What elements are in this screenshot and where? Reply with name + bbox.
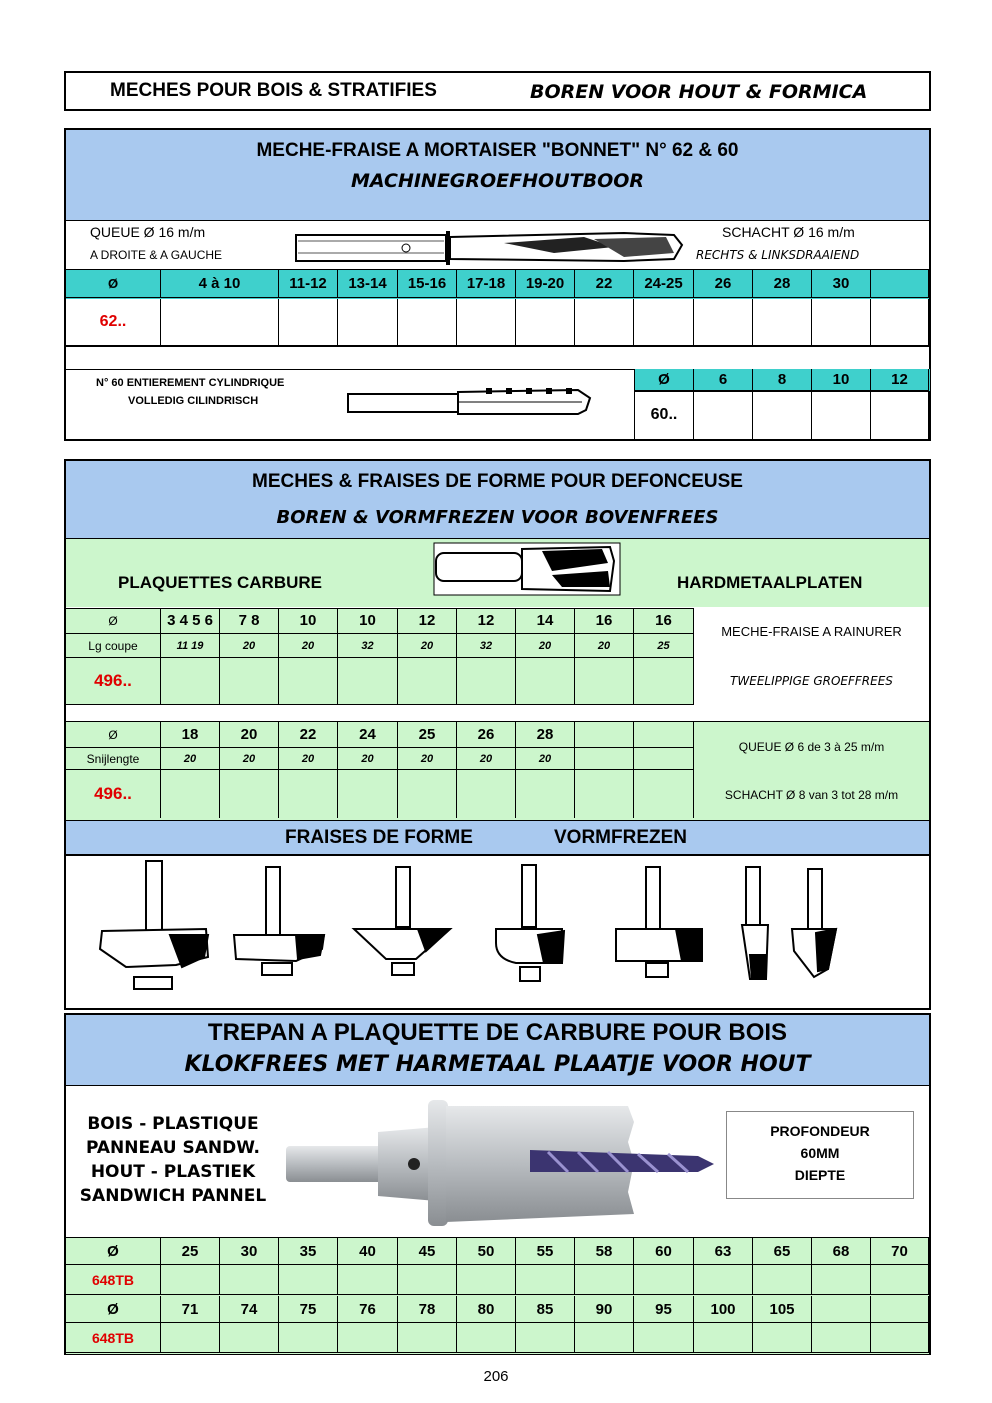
empty-cell [398, 1323, 457, 1353]
depth-line: PROFONDEUR [770, 1123, 870, 1139]
value-cell: 16 [575, 608, 634, 634]
empty-cell [575, 299, 634, 346]
empty-cell [398, 1265, 457, 1295]
value-cell: 16 [634, 608, 694, 634]
row-label: Snijlengte [66, 748, 161, 770]
forms-band [66, 819, 929, 856]
material-line: PANNEAU SANDW. [85, 1138, 261, 1158]
empty-cell [398, 299, 457, 346]
empty-cell [871, 1265, 929, 1295]
size-cell: 35 [279, 1238, 338, 1265]
empty-cell [694, 391, 753, 439]
section-holesaw [64, 1013, 931, 1355]
empty-cell [694, 1265, 753, 1295]
empty-cell [575, 1265, 634, 1295]
value-cell: 20 [279, 634, 338, 658]
empty-cell [338, 658, 398, 705]
material-line: SANDWICH PANNEL [79, 1186, 267, 1206]
value-cell: 10 [338, 608, 398, 634]
article-code: 496.. [66, 770, 161, 818]
size-cell: 15-16 [398, 270, 457, 298]
empty-cell [398, 770, 457, 818]
empty-cell [634, 299, 694, 346]
empty-cell [338, 1323, 398, 1353]
row-label: Ø [66, 722, 161, 748]
size-cell: 105 [753, 1296, 812, 1323]
size-cell: 6 [694, 369, 753, 391]
depth-box [726, 1111, 914, 1199]
value-cell [575, 722, 634, 748]
empty-cell [338, 299, 398, 346]
section3-title: TREPAN A PLAQUETTE DE CARBURE POUR BOIS [207, 1019, 788, 1046]
material-line: HOUT - PLASTIEK [90, 1162, 256, 1182]
form-cutters-image [86, 859, 916, 999]
router-bit-image [432, 541, 622, 597]
size-cell: 65 [753, 1238, 812, 1265]
section1-subtitle: MACHINEGROEFHOUTBOOR [350, 170, 644, 192]
empty-cell [634, 1323, 694, 1353]
value-cell: 20 [338, 748, 398, 770]
section1-title: MECHE-FRAISE A MORTAISER "BONNET" N° 62 & 60 [256, 140, 739, 161]
value-cell: 10 [279, 608, 338, 634]
empty-cell [812, 1265, 871, 1295]
empty-cell [161, 770, 220, 818]
row-label: Lg coupe [66, 634, 161, 658]
size-cell: 60 [634, 1238, 694, 1265]
empty-cell [871, 391, 929, 439]
size-cell: 8 [753, 369, 812, 391]
empty-cell [398, 658, 457, 705]
empty-cell [694, 1323, 753, 1353]
section2-subtitle: BOREN & VORMFREZEN VOOR BOVENFREES [276, 507, 719, 528]
size-cell: 55 [516, 1238, 575, 1265]
empty-cell [161, 1265, 220, 1295]
value-cell: 22 [279, 722, 338, 748]
direction-fr: A DROITE & A GAUCHE [90, 248, 223, 262]
size-cell: 13-14 [338, 270, 398, 298]
empty-cell [871, 1323, 929, 1353]
section-router [64, 459, 931, 1010]
value-cell: 11 19 [161, 634, 220, 658]
materials-text [70, 1112, 276, 1208]
article-code: 496.. [66, 658, 161, 705]
diameter-label: Ø [66, 270, 161, 298]
note-box [694, 722, 929, 818]
empty-cell [634, 1265, 694, 1295]
value-cell: 20 [279, 748, 338, 770]
shank-fr: QUEUE Ø 16 m/m [90, 224, 206, 240]
empty-cell [753, 299, 812, 346]
empty-cell [220, 770, 279, 818]
value-cell [634, 722, 694, 748]
size-cell: 95 [634, 1296, 694, 1323]
empty-cell [516, 770, 575, 818]
article-code: 648TB [66, 1265, 161, 1295]
diameter-label: Ø [66, 1238, 161, 1265]
value-cell: 12 [457, 608, 516, 634]
section2-carbide-band [66, 539, 929, 607]
size-cell: 10 [812, 369, 871, 391]
size-cell: 25 [161, 1238, 220, 1265]
section3-title-band [66, 1015, 929, 1086]
mortise-bit-image [294, 223, 686, 269]
value-cell: 7 8 [220, 608, 279, 634]
empty-cell [279, 299, 338, 346]
empty-cell [220, 1265, 279, 1295]
size-cell: 4 à 10 [161, 270, 279, 298]
value-cell: 28 [516, 722, 575, 748]
section1-separator [66, 346, 929, 370]
value-cell: 20 [457, 748, 516, 770]
section2-title: MECHES & FRAISES DE FORME POUR DEFONCEUSE [252, 471, 743, 492]
size-cell: 17-18 [457, 270, 516, 298]
carbide-nl: HARDMETAALPLATEN [677, 573, 863, 592]
carbide-fr: PLAQUETTES CARBURE [118, 573, 323, 592]
empty-cell [516, 299, 575, 346]
empty-cell [812, 391, 871, 439]
value-cell: 20 [398, 634, 457, 658]
section2-title-band [66, 461, 929, 539]
empty-cell [457, 299, 516, 346]
article-code: 60.. [634, 391, 694, 439]
header-fr: MECHES POUR BOIS & STRATIFIES [110, 80, 437, 101]
size-cell: 40 [338, 1238, 398, 1265]
size-cell: 11-12 [279, 270, 338, 298]
value-cell: 26 [457, 722, 516, 748]
size-cell: 76 [338, 1296, 398, 1323]
empty-cell [634, 658, 694, 705]
value-cell: 20 [398, 748, 457, 770]
value-cell: 18 [161, 722, 220, 748]
empty-cell [338, 770, 398, 818]
value-cell: 14 [516, 608, 575, 634]
size-cell: 28 [753, 270, 812, 298]
size-cell: 68 [812, 1238, 871, 1265]
empty-cell [457, 770, 516, 818]
empty-cell [338, 1265, 398, 1295]
empty-cell [279, 1323, 338, 1353]
empty-cell [812, 299, 871, 346]
size-cell: 63 [694, 1238, 753, 1265]
empty-cell [753, 1323, 812, 1353]
empty-cell [516, 1323, 575, 1353]
empty-cell [161, 299, 279, 346]
empty-cell [161, 658, 220, 705]
empty-cell [753, 1265, 812, 1295]
empty-cell [279, 658, 338, 705]
value-cell: 20 [516, 748, 575, 770]
empty-cell [457, 1323, 516, 1353]
size-cell: 71 [161, 1296, 220, 1323]
size-cell [812, 1296, 871, 1323]
size-cell: 19-20 [516, 270, 575, 298]
size-cell: 58 [575, 1238, 634, 1265]
empty-cell [220, 1323, 279, 1353]
direction-nl: RECHTS & LINKSDRAAIEND [696, 248, 860, 262]
section1-title-band [66, 130, 929, 221]
empty-cell [694, 299, 753, 346]
diameter-label: Ø [634, 369, 694, 391]
value-cell: 24 [338, 722, 398, 748]
note-fr: MECHE-FRAISE A RAINURER [721, 624, 902, 639]
empty-cell [279, 770, 338, 818]
depth-line: 60MM [800, 1145, 840, 1161]
section-mortaiser [64, 128, 931, 441]
size-cell: 22 [575, 270, 634, 298]
value-cell [575, 748, 634, 770]
empty-cell [812, 1323, 871, 1353]
size-cell: 12 [871, 369, 929, 391]
size-cell: 50 [457, 1238, 516, 1265]
value-cell: 20 [161, 748, 220, 770]
size-cell [871, 270, 929, 298]
size-cell: 30 [220, 1238, 279, 1265]
empty-cell [871, 299, 929, 346]
diameter-label: Ø [66, 1296, 161, 1323]
size-cell: 78 [398, 1296, 457, 1323]
value-cell: 32 [338, 634, 398, 658]
size-cell: 24-25 [634, 270, 694, 298]
value-cell [634, 748, 694, 770]
n60-bit-image [346, 384, 596, 418]
size-cell: 80 [457, 1296, 516, 1323]
size-cell: 70 [871, 1238, 929, 1265]
size-cell: 85 [516, 1296, 575, 1323]
size-cell: 45 [398, 1238, 457, 1265]
section1-info [66, 221, 929, 269]
page-number: 206 [483, 1368, 509, 1385]
note-nl: TWEELIPPIGE GROEFFREES [730, 674, 893, 688]
empty-cell [575, 770, 634, 818]
empty-cell [516, 1265, 575, 1295]
n60-fr: N° 60 ENTIEREMENT CYLINDRIQUE [96, 377, 285, 389]
value-cell: 3 4 5 6 [161, 608, 220, 634]
size-cell: 74 [220, 1296, 279, 1323]
value-cell: 20 [220, 748, 279, 770]
value-cell: 25 [398, 722, 457, 748]
empty-cell [634, 770, 694, 818]
row-label: Ø [66, 608, 161, 634]
shank-nl: SCHACHT Ø 16 m/m [722, 224, 855, 240]
empty-cell [575, 658, 634, 705]
value-cell: 20 [516, 634, 575, 658]
note-nl: SCHACHT Ø 8 van 3 tot 28 m/m [724, 788, 899, 802]
size-cell: 100 [694, 1296, 753, 1323]
value-cell: 20 [220, 634, 279, 658]
empty-cell [575, 1323, 634, 1353]
n60-nl: VOLLEDIG CILINDRISCH [128, 395, 259, 407]
table-separator [66, 705, 929, 722]
article-code: 62.. [66, 299, 161, 346]
size-cell: 30 [812, 270, 871, 298]
forms-fr: FRAISES DE FORME [285, 827, 473, 848]
value-cell: 20 [575, 634, 634, 658]
empty-cell [457, 1265, 516, 1295]
forms-nl: VORMFREZEN [554, 827, 687, 848]
size-cell: 75 [279, 1296, 338, 1323]
article-code: 648TB [66, 1323, 161, 1353]
size-cell: 26 [694, 270, 753, 298]
size-cell [871, 1296, 929, 1323]
note-box [694, 608, 929, 706]
empty-cell [279, 1265, 338, 1295]
empty-cell [161, 1323, 220, 1353]
size-cell: 90 [575, 1296, 634, 1323]
value-cell: 20 [220, 722, 279, 748]
page-header [64, 71, 931, 111]
empty-cell [753, 391, 812, 439]
section3-subtitle: KLOKFREES MET HARMETAAL PLAATJE VOOR HOUT [184, 1052, 811, 1077]
empty-cell [220, 658, 279, 705]
empty-cell [516, 658, 575, 705]
material-line: BOIS - PLASTIQUE [87, 1114, 259, 1134]
value-cell: 12 [398, 608, 457, 634]
note-fr: QUEUE Ø 6 de 3 à 25 m/m [738, 740, 885, 754]
section3-image-band [66, 1086, 929, 1236]
empty-cell [457, 658, 516, 705]
holesaw-image [278, 1092, 738, 1232]
value-cell: 32 [457, 634, 516, 658]
value-cell: 25 [634, 634, 694, 658]
depth-line: DIEPTE [794, 1167, 846, 1183]
header-nl: BOREN VOOR HOUT & FORMICA [530, 81, 868, 103]
